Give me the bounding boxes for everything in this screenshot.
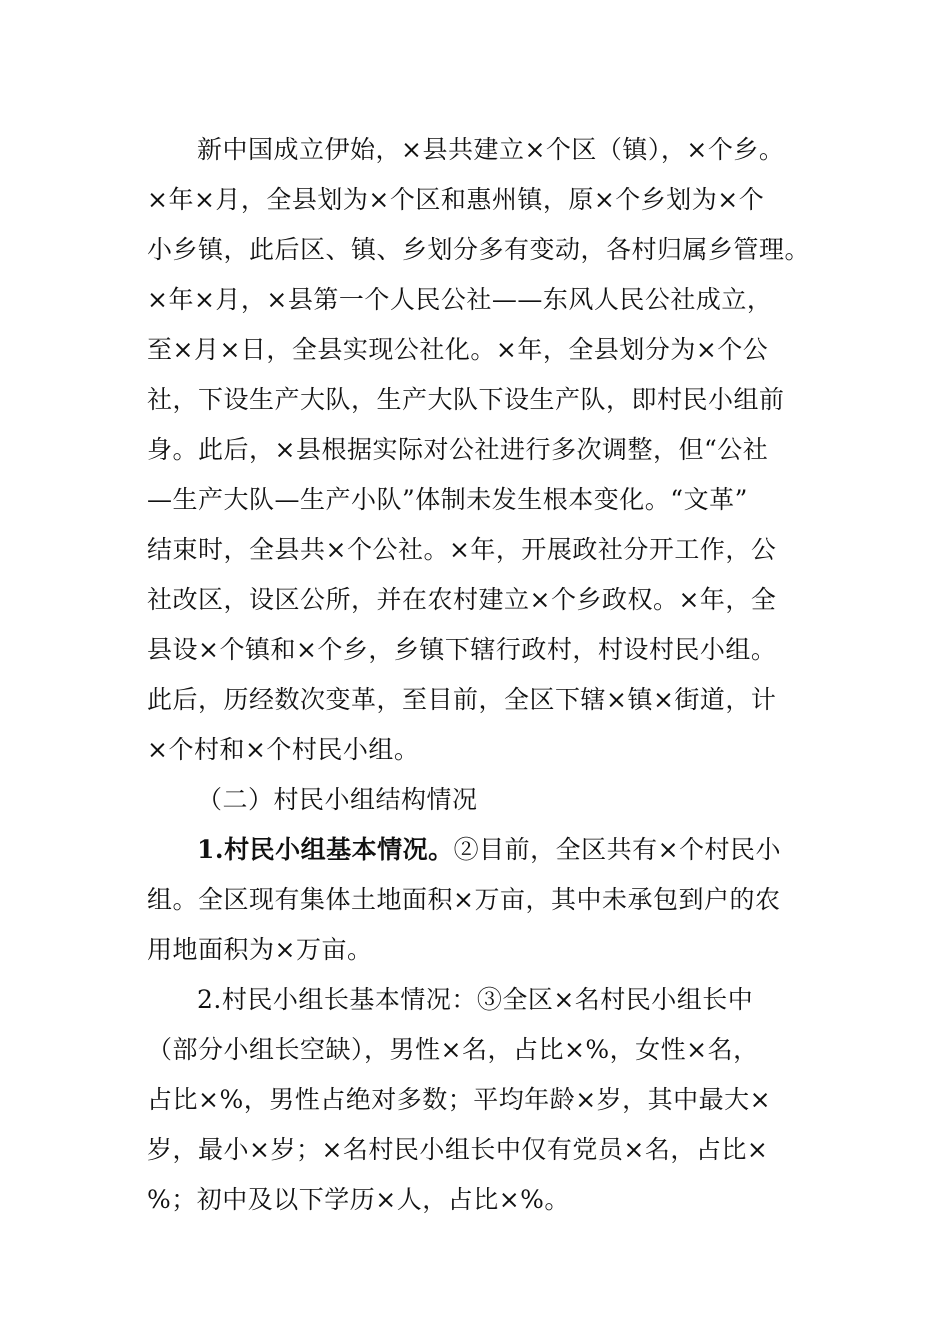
paragraph-line: 小乡镇，此后区、镇、乡划分多有变动，各村归属乡管理。 bbox=[147, 235, 811, 264]
paragraph-line: ×年×月，全县划为×个区和惠州镇，原×个乡划为×个 bbox=[147, 185, 765, 214]
paragraph-line: 用地面积为×万亩。 bbox=[147, 935, 373, 964]
item1-title: 1.村民小组基本情况。 bbox=[197, 835, 454, 864]
paragraph-line: 结束时，全县共×个公社。×年，开展政社分开工作，公 bbox=[147, 535, 777, 564]
paragraph-line: 岁，最小×岁；×名村民小组长中仅有党员×名，占比× bbox=[147, 1135, 769, 1164]
paragraph-line: 社，下设生产大队，生产大队下设生产队，即村民小组前 bbox=[147, 385, 785, 414]
item1-first-line-text: ②目前，全区共有×个村民小 bbox=[453, 835, 782, 864]
paragraph-line: 占比×%，男性占绝对多数；平均年龄×岁，其中最大× bbox=[147, 1085, 772, 1114]
paragraph-line: 社改区，设区公所，并在农村建立×个乡政权。×年，全 bbox=[147, 585, 777, 614]
paragraph-line: 至×月×日，全县实现公社化。×年，全县划分为×个公 bbox=[147, 335, 769, 364]
item1-first-line bbox=[197, 830, 857, 870]
paragraph-line: —生产大队—生产小队”体制未发生根本变化。“文革” bbox=[147, 485, 748, 514]
paragraph-line: （部分小组长空缺），男性×名，占比×%，女性×名， bbox=[147, 1035, 759, 1064]
paragraph-line: %；初中及以下学历×人，占比×%。 bbox=[147, 1185, 570, 1214]
section-heading: （二）村民小组结构情况 bbox=[197, 785, 478, 814]
paragraph-line: 县设×个镇和×个乡，乡镇下辖行政村，村设村民小组。 bbox=[147, 635, 777, 664]
paragraph-line: 组。全区现有集体土地面积×万亩，其中未承包到户的农 bbox=[147, 885, 781, 914]
paragraph-line: 身。此后，×县根据实际对公社进行多次调整，但“公社 bbox=[147, 435, 769, 464]
paragraph-line: ×年×月，×县第一个人民公社——东风人民公社成立， bbox=[147, 285, 773, 314]
paragraph-line: 此后，历经数次变革，至目前，全区下辖×镇×街道，计 bbox=[147, 685, 777, 714]
item2-first-line: 2.村民小组长基本情况：③全区×名村民小组长中 bbox=[197, 985, 754, 1014]
paragraph-line: ×个村和×个村民小组。 bbox=[147, 735, 420, 764]
paragraph-line: 新中国成立伊始，×县共建立×个区（镇），×个乡。 bbox=[197, 135, 785, 164]
